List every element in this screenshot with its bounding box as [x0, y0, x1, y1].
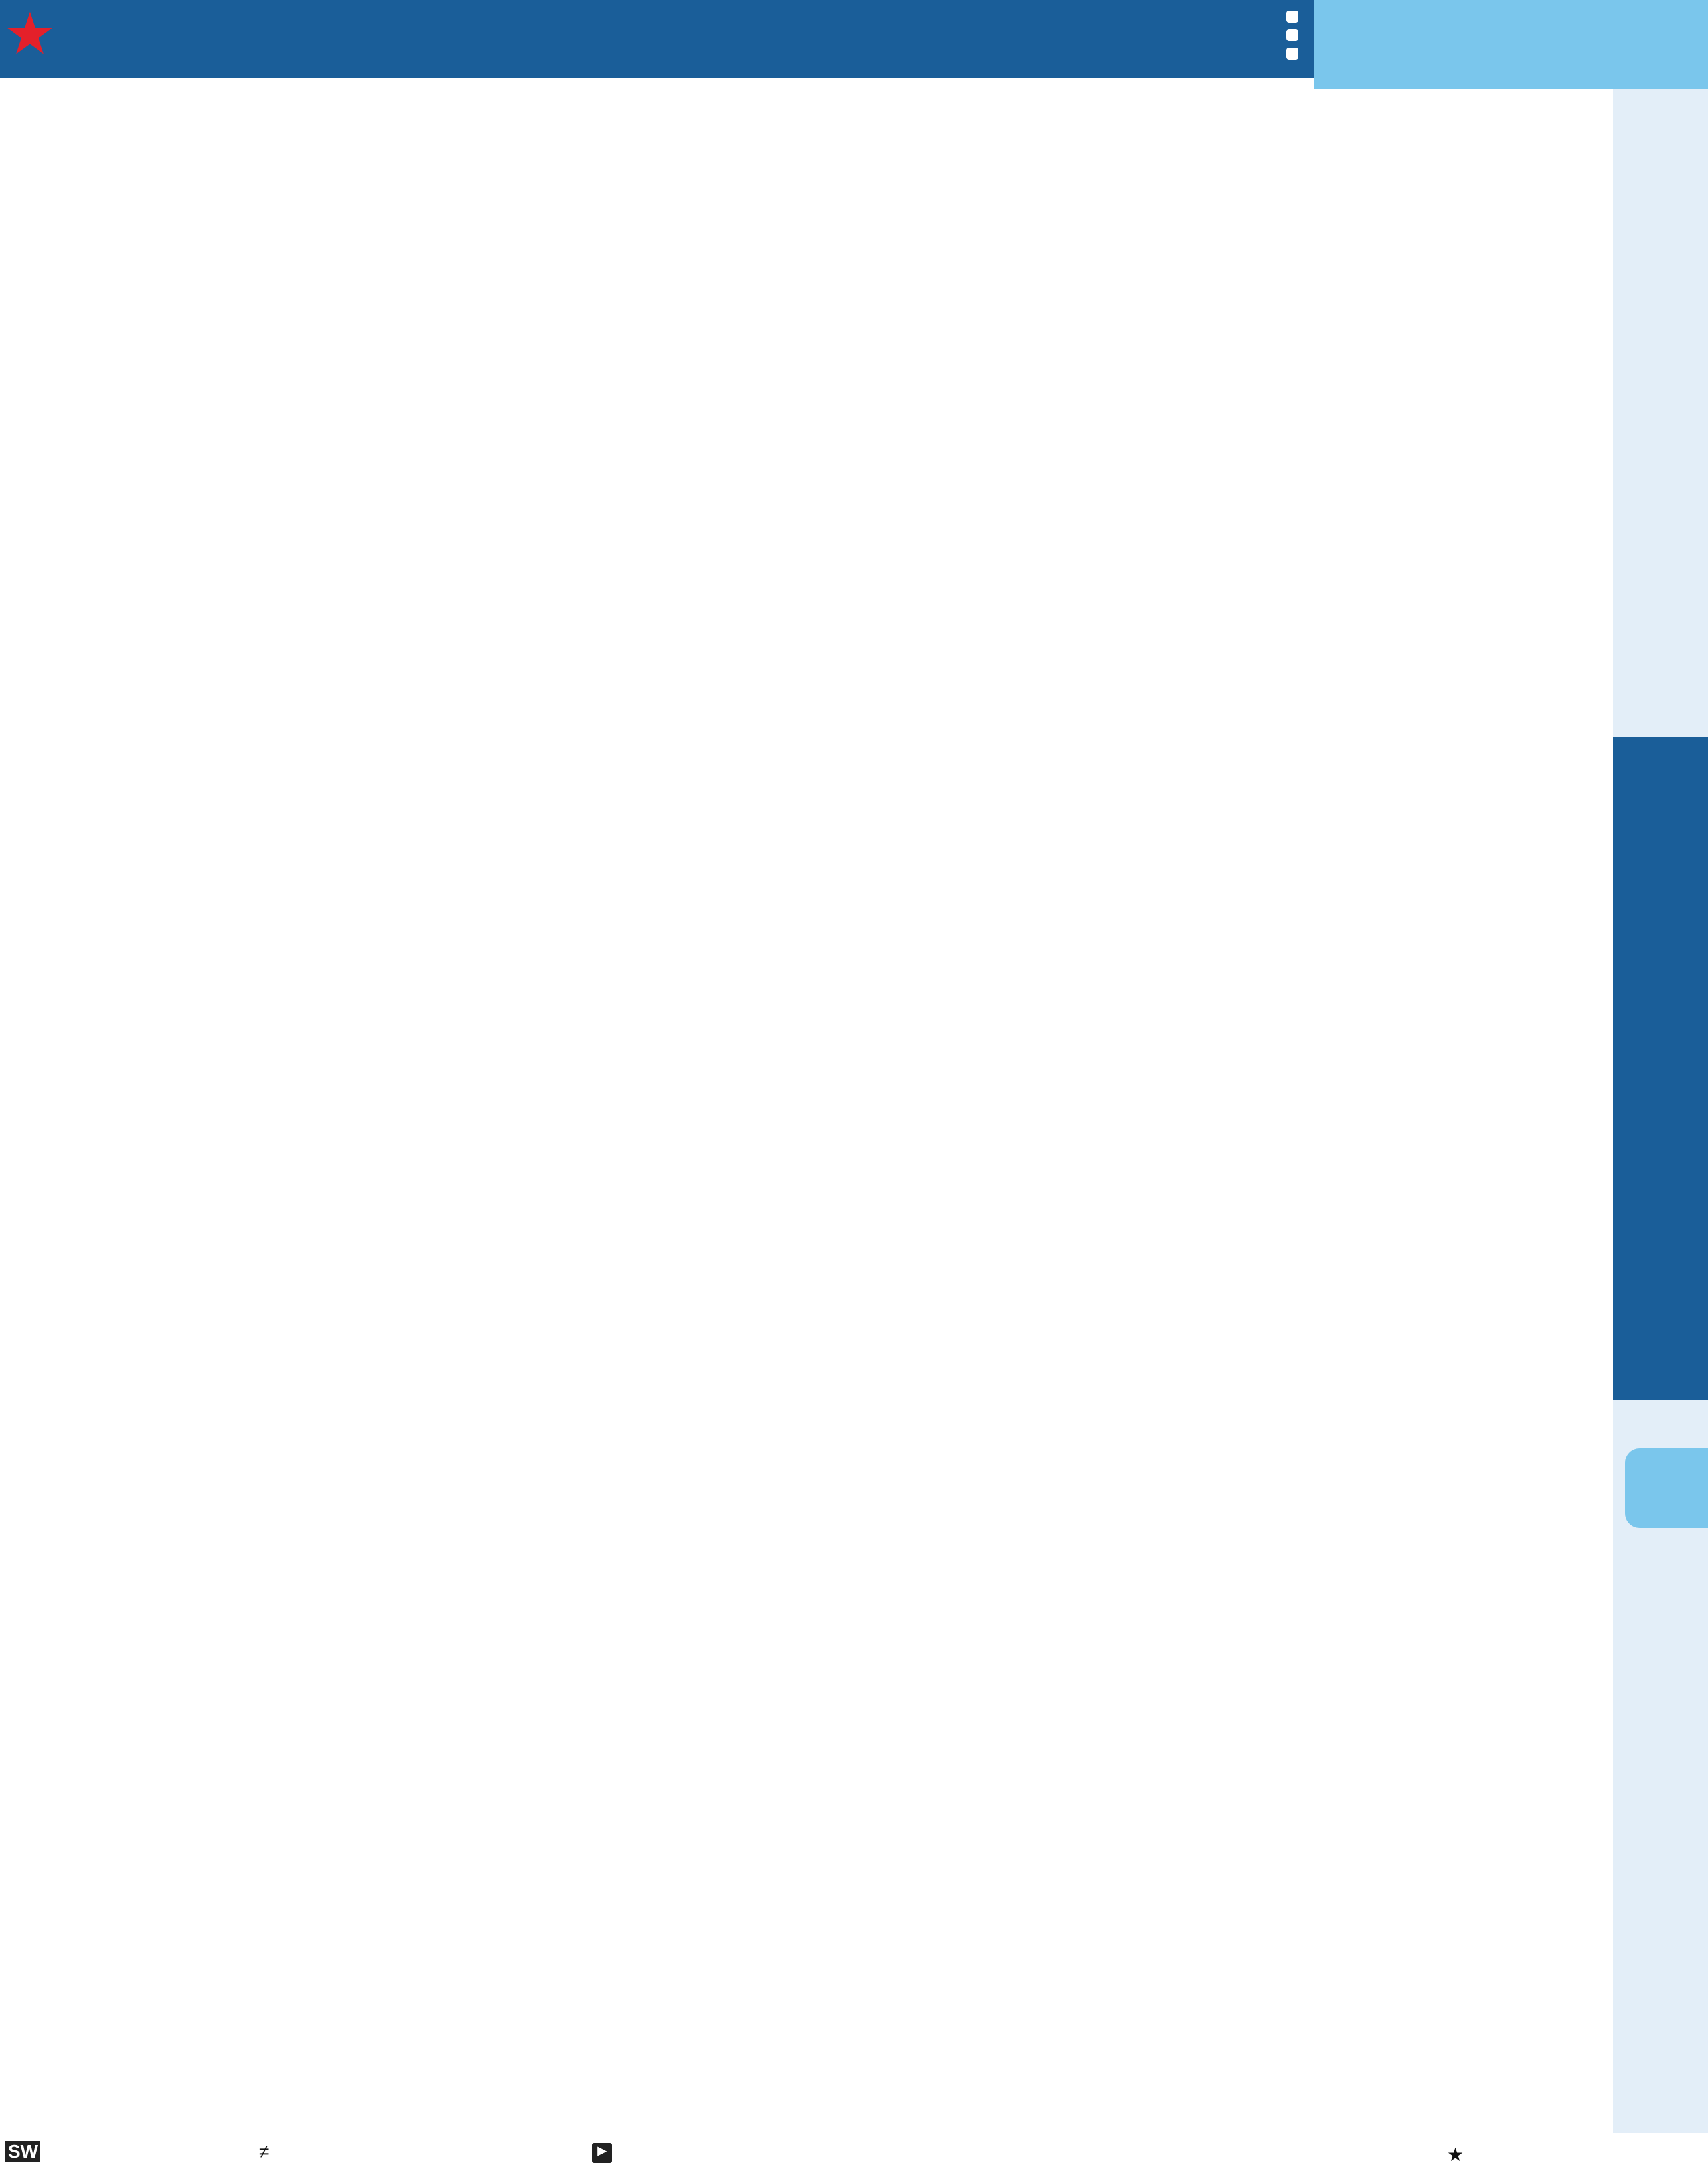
day-tab[interactable] [1625, 1448, 1708, 1528]
tvmovie-logo [7, 4, 53, 64]
menu-dots-icon [1286, 11, 1300, 66]
legend-sw: SW [5, 2141, 40, 2162]
legend-footer [0, 2137, 1708, 2169]
day-tab-label [1625, 1448, 1708, 1456]
page-day [1314, 0, 1708, 89]
logo-star-icon: ★ [7, 4, 53, 64]
primetime-bar [1613, 737, 1708, 1400]
footer-brand: ★ [1447, 2144, 1464, 2165]
legend-stream: ▶ [591, 2141, 613, 2163]
legend-hoerfilm: ≠ [259, 2141, 270, 2162]
